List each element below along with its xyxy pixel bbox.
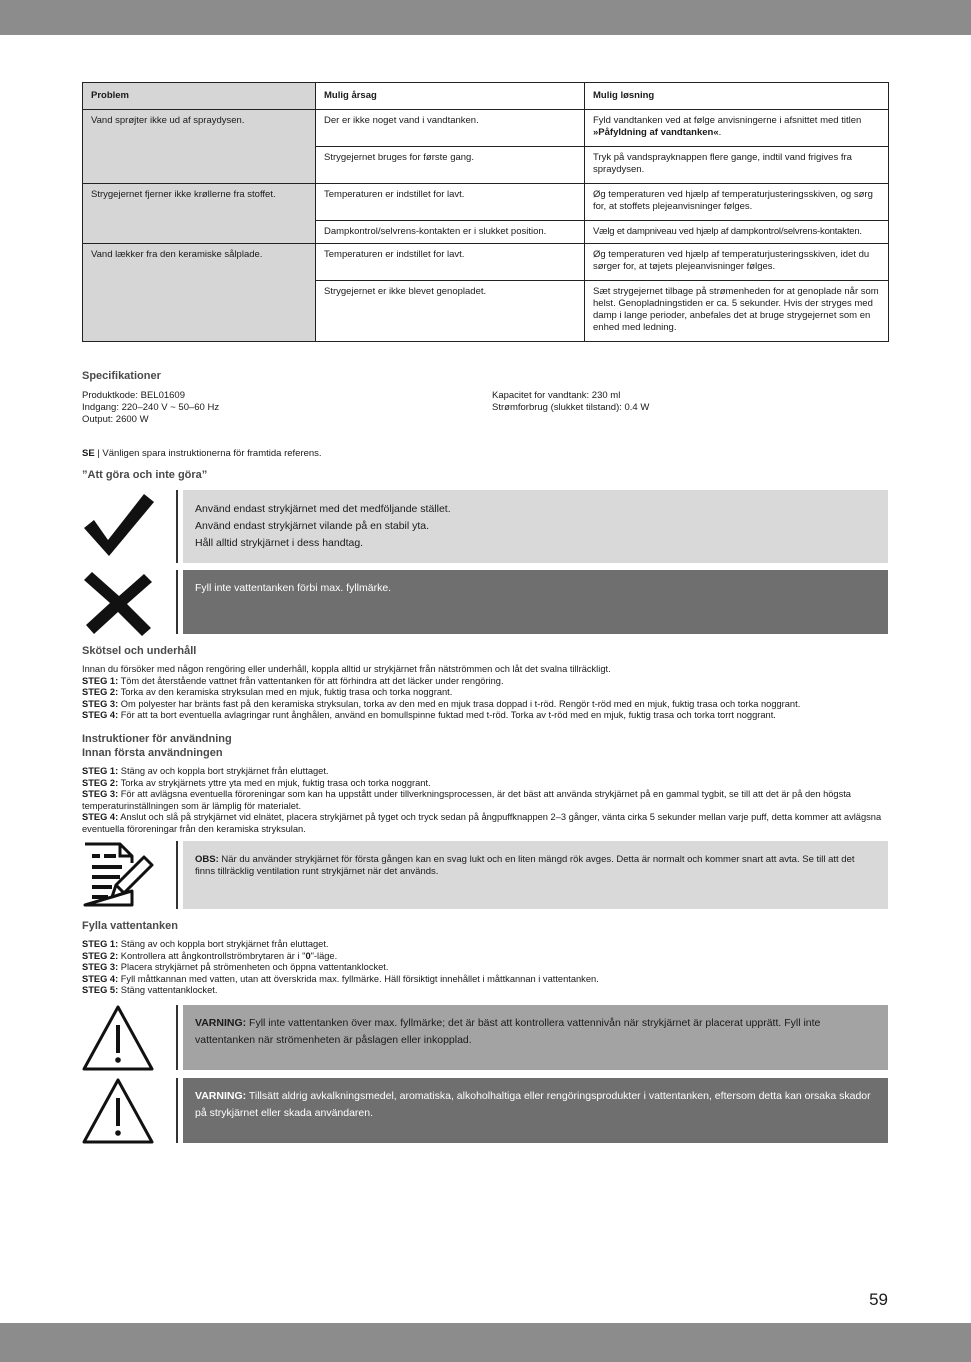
table-row xyxy=(83,243,889,280)
cause-cell: Temperaturen er indstillet for lavt. xyxy=(316,184,585,221)
divider xyxy=(176,841,178,909)
instructions-title: Instruktioner för användning xyxy=(82,733,232,745)
cause-cell: Strygejernet er ikke blevet genopladet. xyxy=(316,280,585,341)
care-step: STEG 3: Om polyester har bränts fast på den keramiska stryksulan, torka av den med en mjuk trasa doppad i t-röd. Rengör t-röd med en mjuk, fuktig trasa och torka noggrant. xyxy=(82,698,801,709)
divider xyxy=(176,490,178,563)
instructions-text xyxy=(82,766,890,836)
spec-item: Produktkode: BEL01609 xyxy=(82,390,185,401)
cross-icon xyxy=(84,570,159,640)
fill-text xyxy=(82,939,890,997)
instruction-step: STEG 4: Anslut och slå på strykjärnet vid elnätet, placera strykjärnet på tyget och tryck sedan på ångpuffknappen 2–3 gånger, vänta cirka 5 sekunder mellan varje puff, detta kommer att avlägsna eventuella föroreningar från den keramiska stryksulan. xyxy=(82,812,882,834)
specs-left xyxy=(82,390,219,425)
solution-cell: Vælg et dampniveau ved hjælp af dampkontrol/selvrens-kontakten. xyxy=(585,221,889,244)
fill-title: Fylla vattentanken xyxy=(82,920,178,932)
spec-item: Output: 2600 W xyxy=(82,413,149,425)
dos-donts-title: ”Att göra och inte göra” xyxy=(82,469,208,481)
table-row xyxy=(83,184,889,221)
do-panel xyxy=(183,490,888,563)
spec-item: Kapacitet for vandtank: 230 ml xyxy=(492,390,621,401)
note-panel: OBS: När du använder strykjärnet för första gången kan en svag lukt och en liten mängd rök avges. Detta är normalt och kommer snart att avta. Se till att det finns tillräcklig ventilation runt strykjärnet när det används. xyxy=(183,841,888,909)
bottom-bar xyxy=(0,1323,971,1362)
care-text xyxy=(82,664,890,722)
solution-cell: Øg temperaturen ved hjælp af temperaturjusteringsskiven, og sørg for, at stoffets plejeanvisninger følges. xyxy=(585,184,889,221)
instruction-step: STEG 1: Stäng av och koppla bort strykjärnet från eluttaget. xyxy=(82,766,329,776)
top-bar xyxy=(0,0,971,35)
problem-cell: Vand lækker fra den keramiske sålplade. xyxy=(83,243,316,341)
problem-cell: Vand sprøjter ikke ud af spraydysen. xyxy=(83,110,316,184)
specs-title: Specifikationer xyxy=(82,370,161,382)
care-step: STEG 4: För att ta bort eventuella avlagringar runt ånghålen, använd en bomullspinne fuktad med t-röd. Torka av t-röd med en mjuk, fuktig trasa och torka torrt noggrant. xyxy=(82,710,776,721)
spec-item: Indgang: 220–240 V ~ 50–60 Hz xyxy=(82,401,220,413)
care-step: STEG 1: Töm det återstående vattnet från vattentanken för att förhindra att det läcker under rengöring. xyxy=(82,675,504,686)
warning-triangle-icon xyxy=(82,1003,157,1073)
instruction-step: STEG 2: Torka av strykjärnets yttre yta med en mjuk, fuktig trasa och torka noggrant. xyxy=(82,777,431,788)
cause-cell: Der er ikke noget vand i vandtanken. xyxy=(316,110,585,147)
language-note: SE | Vänligen spara instruktionerna för framtida referens. xyxy=(82,448,322,459)
care-step: STEG 2: Torka av den keramiska stryksulan med en mjuk, fuktig trasa och torka noggrant. xyxy=(82,687,453,698)
fill-step: STEG 4: Fyll måttkannan med vatten, utan att överskrida max. fyllmärke. Häll försiktigt innehållet i måttkannan i vattentanken. xyxy=(82,973,599,984)
troubleshooting-table xyxy=(82,82,889,342)
table-row xyxy=(83,110,889,147)
solution-cell: Tryk på vandsprayknappen flere gange, indtil vand frigives fra spraydysen. xyxy=(585,147,889,184)
do-item: Håll alltid strykjärnet i dess handtag. xyxy=(195,537,364,549)
do-item: Använd endast strykjärnet med det medföljande stället. xyxy=(195,503,451,515)
divider xyxy=(176,1078,178,1143)
cause-cell: Strygejernet bruges for første gang. xyxy=(316,147,585,184)
dont-panel xyxy=(183,570,888,634)
cause-cell: Dampkontrol/selvrens-kontakten er i slukket position. xyxy=(316,221,585,244)
column-header: Mulig årsag xyxy=(316,83,585,110)
specs-right xyxy=(492,390,649,414)
page-number: 59 xyxy=(869,1290,888,1309)
fill-step: STEG 1: Stäng av och koppla bort strykjärnet från eluttaget. xyxy=(82,939,329,949)
warning-panel: VARNING: Fyll inte vattentanken över max. fyllmärke; det är bäst att kontrollera vattennivån när strykjärnet är placerat upprätt. Fyll inte vattentanken när strömenheten är påslagen eller inkopplad. xyxy=(183,1005,888,1070)
column-header: Problem xyxy=(83,83,316,110)
notepad-pencil-icon xyxy=(82,841,157,911)
care-title: Skötsel och underhåll xyxy=(82,645,197,657)
problem-cell: Strygejernet fjerner ikke krøllerne fra stoffet. xyxy=(83,184,316,244)
warning-triangle-icon xyxy=(82,1076,157,1146)
warning-panel: VARNING: Tillsätt aldrig avkalkningsmedel, aromatiska, alkoholhaltiga eller rengöringsprodukter i vattentanken, eftersom detta kan orsaka skador på strykjärnet eller skada användaren. xyxy=(183,1078,888,1143)
instruction-step: STEG 3: För att avlägsna eventuella föroreningar som kan ha uppstått under tillverkningsprocessen, är det bäst att använda strykjärnet på en gammal tygbit, se till att det är på den högsta temperaturinställningen som är lämplig för materialet. xyxy=(82,789,851,811)
solution-cell: Sæt strygejernet tilbage på strømenheden for at genoplade når som helst. Genopladningstiden er ca. 5 sekunder. Hvis der stryges med damp i lange perioder, anbefales det at bruge strygejernet som en enhed med ledning. xyxy=(585,280,889,341)
solution-cell: Øg temperaturen ved hjælp af temperaturjusteringsskiven, idet du sørger for, at tøjets plejeanvisninger følges. xyxy=(585,243,889,280)
first-use-title: Innan första användningen xyxy=(82,747,223,759)
care-intro: Innan du försöker med någon rengöring eller underhåll, koppla alltid ur strykjärnet från nätströmmen och låt det svalna tillräckligt. xyxy=(82,664,611,674)
fill-step: STEG 2: Kontrollera att ångkontrollströmbrytaren är i "0"-läge. xyxy=(82,950,338,961)
divider xyxy=(176,1005,178,1070)
fill-step: STEG 3: Placera strykjärnet på strömenheten och öppna vattentanklocket. xyxy=(82,962,389,973)
solution-cell: Fyld vandtanken ved at følge anvisningerne i afsnittet med titlen »Påfyldning af vandtanken«. xyxy=(585,110,889,147)
spec-item: Strømforbrug (slukket tilstand): 0.4 W xyxy=(492,401,650,413)
table-header-row xyxy=(83,83,889,110)
cause-cell: Temperaturen er indstillet for lavt. xyxy=(316,243,585,280)
column-header: Mulig løsning xyxy=(585,83,889,110)
fill-step: STEG 5: Stäng vattentanklocket. xyxy=(82,985,218,996)
dont-item: Fyll inte vattentanken förbi max. fyllmärke. xyxy=(195,582,392,594)
do-item: Använd endast strykjärnet vilande på en stabil yta. xyxy=(195,520,430,532)
checkmark-icon xyxy=(82,490,157,560)
divider xyxy=(176,570,178,634)
